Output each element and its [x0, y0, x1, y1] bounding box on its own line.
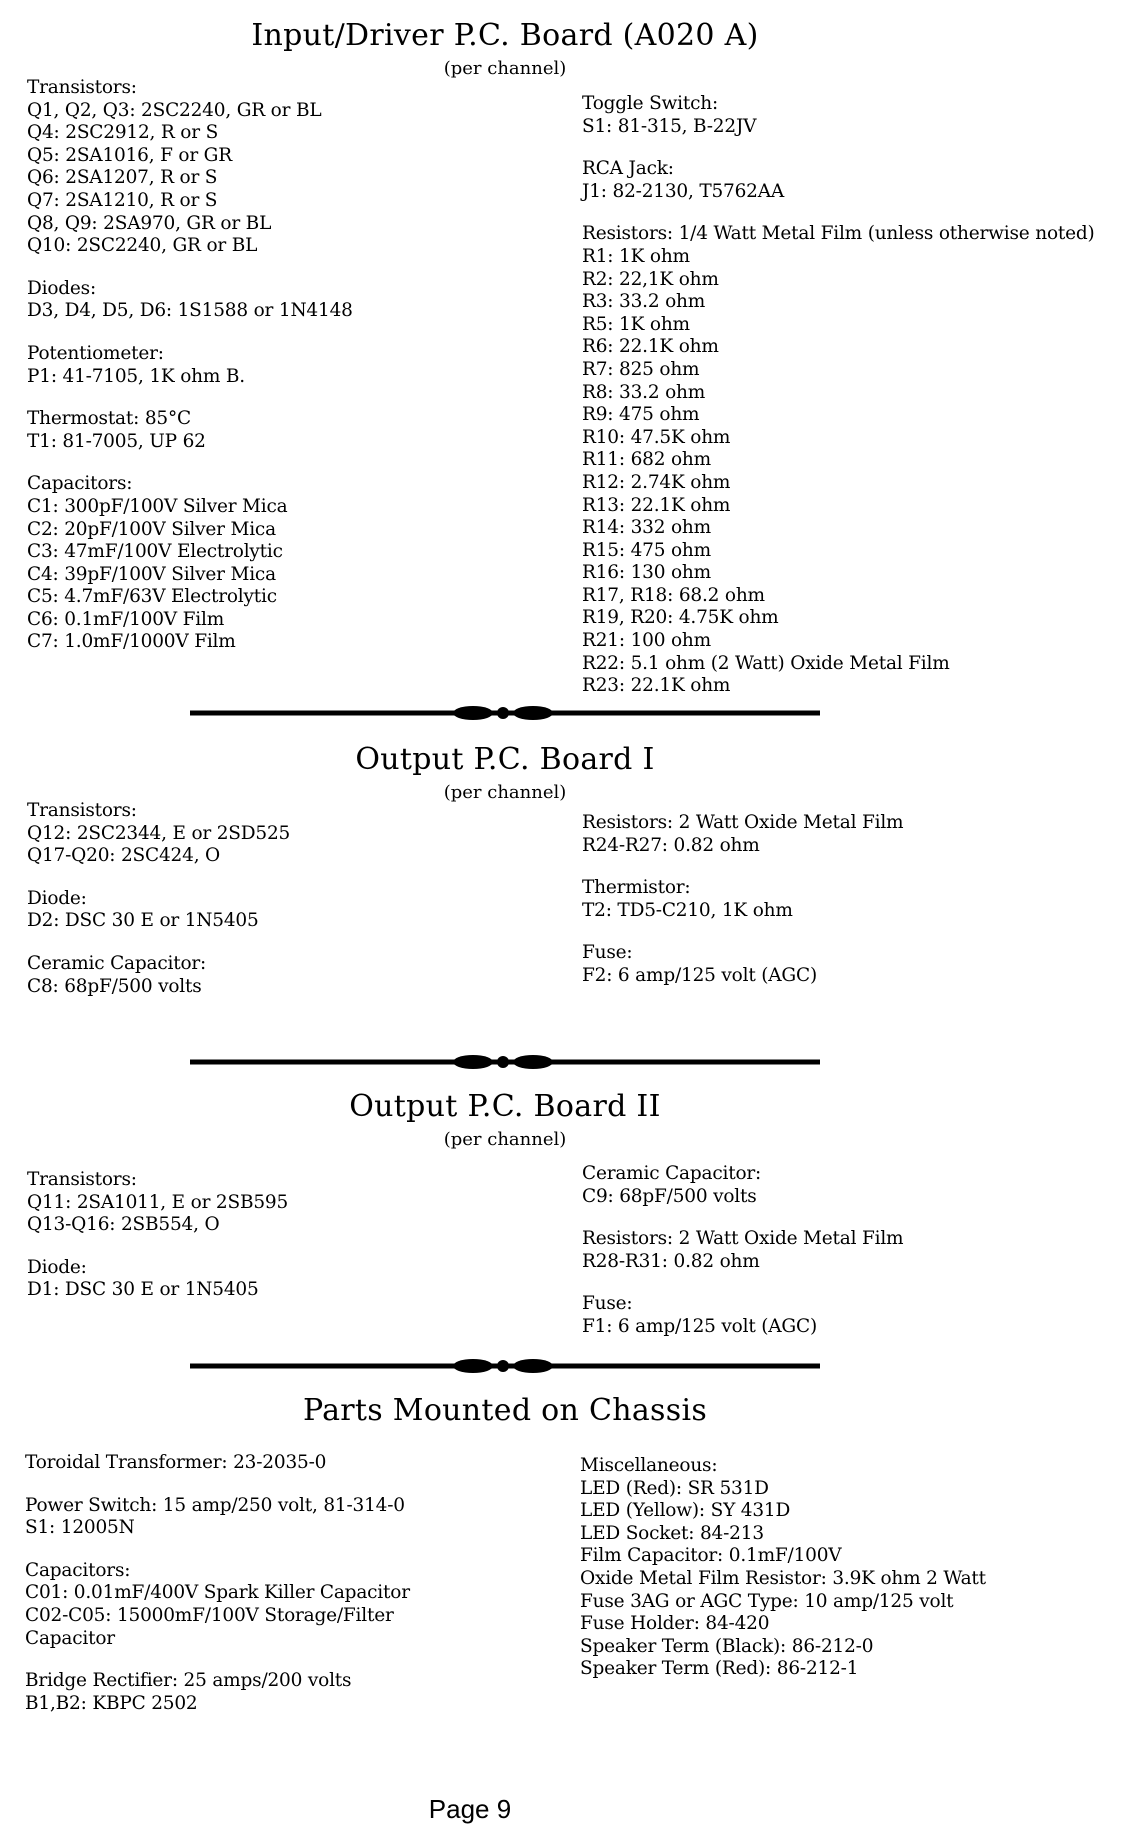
part-line: Q6: 2SA1207, R or S	[27, 167, 218, 189]
part-line: S1: 81-315, B-22JV	[582, 115, 757, 137]
part-line: C6: 0.1mF/100V Film	[27, 608, 225, 630]
output-2-left-column	[27, 1169, 288, 1302]
part-line: R1: 1K ohm	[582, 245, 690, 267]
part-line: Oxide Metal Film Resistor: 3.9K ohm 2 Watt	[580, 1567, 986, 1589]
group-spacer	[582, 1273, 903, 1293]
part-line: R23: 22.1K ohm	[582, 675, 731, 697]
chassis-left-column	[25, 1452, 410, 1715]
part-line: C9: 68pF/500 volts	[582, 1185, 757, 1207]
part-line: D3, D4, D5, D6: 1S1588 or 1N4148	[27, 300, 353, 322]
group-spacer	[25, 1475, 410, 1495]
part-line: F2: 6 amp/125 volt (AGC)	[582, 964, 817, 986]
subtitle-output-board-1: (per channel)	[443, 782, 567, 803]
part-line: R13: 22.1K ohm	[582, 494, 731, 516]
group-heading: Transistors:	[27, 77, 137, 98]
group-heading: Transistors:	[27, 800, 137, 821]
part-line: R28-R31: 0.82 ohm	[582, 1250, 760, 1272]
group-heading: Miscellaneous:	[580, 1455, 718, 1476]
group-spacer	[582, 138, 1095, 158]
part-line: R14: 332 ohm	[582, 517, 711, 539]
part-line: R12: 2.74K ohm	[582, 471, 731, 493]
title-output-board-2: Output P.C. Board II	[349, 1089, 661, 1124]
part-line: R21: 100 ohm	[582, 630, 711, 652]
part-line: Fuse Holder: 84-420	[580, 1613, 770, 1635]
input-driver-right-column	[582, 93, 1095, 698]
part-line: LED (Yellow): SY 431D	[580, 1500, 791, 1522]
part-line: R3: 33.2 ohm	[582, 291, 706, 313]
part-line: R11: 682 ohm	[582, 449, 711, 471]
group-heading: Thermistor:	[582, 877, 691, 899]
group-spacer	[27, 868, 290, 888]
group-spacer	[25, 1540, 410, 1560]
part-line: Q5: 2SA1016, F or GR	[27, 144, 232, 166]
part-line: Q4: 2SC2912, R or S	[27, 122, 219, 144]
part-line: Fuse 3AG or AGC Type: 10 amp/125 volt	[580, 1590, 954, 1612]
group-heading: Fuse:	[582, 942, 633, 964]
chassis-right-column	[580, 1455, 986, 1681]
part-line: C1: 300pF/100V Silver Mica	[27, 495, 288, 517]
part-line: D2: DSC 30 E or 1N5405	[27, 910, 259, 932]
part-line: C01: 0.01mF/400V Spark Killer Capacitor	[25, 1582, 410, 1604]
group-heading: Potentiometer:	[27, 342, 164, 364]
output-1-left-column	[27, 800, 290, 998]
group-spacer	[27, 1237, 288, 1257]
input-driver-left-column	[27, 77, 353, 654]
part-line: D1: DSC 30 E or 1N5405	[27, 1279, 259, 1301]
group-heading: Diode:	[27, 1256, 87, 1278]
part-line: R7: 825 ohm	[582, 358, 700, 380]
part-line: Speaker Term (Black): 86-212-0	[580, 1635, 874, 1657]
group-spacer	[582, 922, 903, 942]
section-divider-1	[190, 702, 820, 724]
part-line: R24-R27: 0.82 ohm	[582, 834, 760, 856]
part-line: C02-C05: 15000mF/100V Storage/Filter	[25, 1604, 394, 1626]
group-heading: Resistors: 2 Watt Oxide Metal Film	[582, 812, 904, 833]
part-line: R15: 475 ohm	[582, 539, 711, 561]
part-line: LED Socket: 84-213	[580, 1522, 764, 1544]
part-line: Q17-Q20: 2SC424, O	[27, 845, 221, 867]
part-line: Q7: 2SA1210, R or S	[27, 189, 218, 211]
part-line: Q8, Q9: 2SA970, GR or BL	[27, 212, 272, 234]
part-line: Capacitor	[25, 1627, 115, 1649]
part-line: LED (Red): SR 531D	[580, 1477, 769, 1499]
part-line: R8: 33.2 ohm	[582, 381, 706, 403]
group-spacer	[27, 933, 290, 953]
part-line: Film Capacitor: 0.1mF/100V	[580, 1545, 842, 1567]
part-line: C7: 1.0mF/1000V Film	[27, 631, 236, 653]
part-line: T1: 81-7005, UP 62	[27, 430, 206, 452]
part-line: Q10: 2SC2240, GR or BL	[27, 235, 258, 257]
group-spacer	[582, 857, 903, 877]
group-heading: Diode:	[27, 887, 87, 909]
subtitle-output-board-2: (per channel)	[443, 1129, 567, 1150]
group-heading: Ceramic Capacitor:	[582, 1163, 762, 1184]
group-spacer	[27, 388, 353, 408]
part-line: Q11: 2SA1011, E or 2SB595	[27, 1191, 289, 1213]
part-line: C5: 4.7mF/63V Electrolytic	[27, 586, 277, 608]
output-1-right-column	[582, 812, 903, 988]
output-2-right-column	[582, 1163, 903, 1339]
part-line: R5: 1K ohm	[582, 313, 690, 335]
part-line: R22: 5.1 ohm (2 Watt) Oxide Metal Film	[582, 652, 950, 674]
group-heading: Power Switch: 15 amp/250 volt, 81-314-0	[25, 1494, 405, 1516]
group-heading: Resistors: 1/4 Watt Metal Film (unless otherwise noted)	[582, 223, 1095, 245]
part-line: R6: 22.1K ohm	[582, 336, 719, 358]
part-line: R19, R20: 4.75K ohm	[582, 607, 779, 629]
group-heading: Diodes:	[27, 277, 97, 299]
group-heading: Capacitors:	[25, 1559, 131, 1581]
part-line: B1,B2: KBPC 2502	[25, 1692, 198, 1714]
group-heading: Transistors:	[27, 1169, 137, 1190]
part-line: R9: 475 ohm	[582, 404, 700, 426]
part-line: C3: 47mF/100V Electrolytic	[27, 541, 283, 563]
section-divider-2	[190, 1051, 820, 1073]
group-spacer	[582, 1208, 903, 1228]
title-chassis-parts: Parts Mounted on Chassis	[302, 1393, 708, 1428]
part-line: R16: 130 ohm	[582, 562, 711, 584]
group-heading: Thermostat: 85°C	[27, 408, 191, 430]
group-spacer	[27, 258, 353, 278]
part-line: S1: 12005N	[25, 1517, 135, 1539]
part-line: C8: 68pF/500 volts	[27, 975, 202, 997]
part-line: J1: 82-2130, T5762AA	[582, 180, 785, 202]
group-heading: Fuse:	[582, 1293, 633, 1315]
part-line: R2: 22,1K ohm	[582, 268, 719, 290]
part-line: Q13-Q16: 2SB554, O	[27, 1214, 220, 1236]
part-line: Q12: 2SC2344, E or 2SD525	[27, 822, 291, 844]
part-line: R17, R18: 68.2 ohm	[582, 584, 765, 606]
group-heading: Ceramic Capacitor:	[27, 952, 207, 974]
group-spacer	[582, 203, 1095, 223]
group-heading: RCA Jack:	[582, 158, 674, 180]
page-number: Page 9	[428, 1794, 512, 1824]
group-heading: Bridge Rectifier: 25 amps/200 volts	[25, 1670, 352, 1692]
section-divider-3	[190, 1355, 820, 1377]
part-line: P1: 41-7105, 1K ohm B.	[27, 365, 245, 387]
group-spacer	[27, 323, 353, 343]
part-line: T2: TD5-C210, 1K ohm	[582, 899, 793, 921]
title-output-board-1: Output P.C. Board I	[355, 742, 655, 777]
part-line: F1: 6 amp/125 volt (AGC)	[582, 1315, 817, 1337]
group-heading: Toroidal Transformer: 23-2035-0	[25, 1452, 327, 1473]
group-heading: Capacitors:	[27, 473, 133, 495]
part-line: Q1, Q2, Q3: 2SC2240, GR or BL	[27, 99, 322, 121]
group-spacer	[27, 453, 353, 473]
group-heading: Toggle Switch:	[582, 93, 719, 114]
part-line: Speaker Term (Red): 86-212-1	[580, 1658, 859, 1680]
group-heading: Resistors: 2 Watt Oxide Metal Film	[582, 1228, 904, 1250]
part-line: R10: 47.5K ohm	[582, 426, 731, 448]
title-input-driver: Input/Driver P.C. Board (A020 A)	[251, 18, 759, 53]
part-line: C2: 20pF/100V Silver Mica	[27, 518, 276, 540]
subtitle-input-driver: (per channel)	[443, 58, 567, 79]
part-line: C4: 39pF/100V Silver Mica	[27, 563, 276, 585]
group-spacer	[25, 1650, 410, 1670]
